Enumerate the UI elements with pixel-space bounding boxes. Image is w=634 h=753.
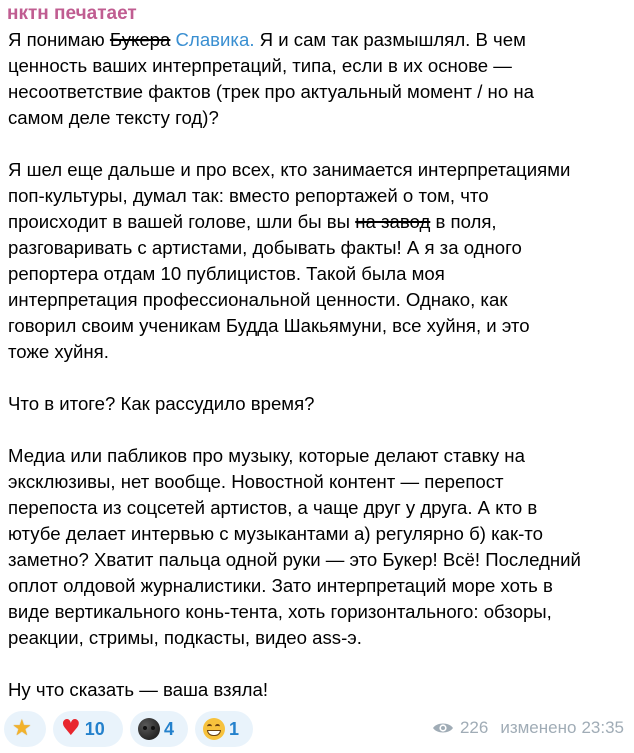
paragraph-gap: [8, 417, 630, 443]
message-text: [8, 27, 630, 703]
paragraph-gap: [8, 651, 630, 677]
message-meta: [432, 718, 624, 738]
message-line: самом деле тексту год)?: [8, 107, 219, 128]
reaction-new-moon-face-button[interactable]: [130, 711, 188, 747]
reaction-heart-button[interactable]: [53, 711, 123, 747]
strikethrough-text: на завод: [355, 211, 431, 232]
message-line: Медиа или пабликов про музыку, которые делают ставку на: [8, 445, 525, 466]
mention-link[interactable]: Славика.: [175, 29, 255, 50]
message-line: ютубе делает интервью с музыкантами а) регулярно б) как-то: [8, 523, 543, 544]
message-line: говорил своим ученикам Будда Шакьямуни, все хуйня, и это: [8, 315, 530, 336]
reaction-count: 1: [229, 718, 240, 739]
paragraph-gap: [8, 131, 630, 157]
strikethrough-text: Букера: [109, 29, 171, 50]
message-line: [8, 209, 630, 235]
text-fragment: Я понимаю: [8, 29, 110, 50]
message-time: 23:35: [581, 718, 624, 737]
message-line: заметно? Хватит пальца одной руки — это Букер! Всё! Последний: [8, 549, 581, 570]
reaction-star-button[interactable]: [4, 711, 46, 747]
author-name[interactable]: нктн печатает: [7, 3, 137, 24]
text-fragment: в поля,: [430, 211, 497, 232]
message-line: репортера отдам 10 публицистов. Такой была моя: [8, 263, 445, 284]
text-fragment: Я и сам так размышлял. В чем: [254, 29, 526, 50]
message-line: интерпретация профессиональной ценности. Однако, как: [8, 289, 508, 310]
message-line: ценность ваших интерпретаций, типа, если в их основе —: [8, 55, 512, 76]
new-moon-face-icon: [138, 718, 160, 740]
message-line: Ну что сказать — ваша взяла!: [8, 679, 269, 700]
message-line: разговаривать с артистами, добывать факты! А я за одного: [8, 237, 522, 258]
edited-label: изменено: [500, 718, 577, 737]
grinning-face-icon: [203, 718, 225, 740]
text-fragment: происходит в вашей голове, шли бы вы: [8, 211, 356, 232]
eye-icon: [432, 721, 454, 735]
message-line: поп-культуры, думал так: вместо репортажей о том, что: [8, 185, 489, 206]
reaction-count: 10: [84, 718, 105, 739]
reaction-count: 4: [164, 718, 175, 739]
paragraph-gap: [8, 365, 630, 391]
message-line: реакции, стримы, подкасты, видео ass-э.: [8, 627, 362, 648]
message-line: Я шел еще дальше и про всех, кто занимается интерпретациями: [8, 159, 571, 180]
reaction-grinning-face-button[interactable]: [195, 711, 253, 747]
message-line: несоответствие фактов (трек про актуальный момент / но на: [8, 81, 534, 102]
message-line: эксклюзивы, нет вообще. Новостной контент — перепост: [8, 471, 504, 492]
message-line: перепоста из соцсетей артистов, а чаще друг у друга. А кто в: [8, 497, 538, 518]
message-footer: [0, 706, 634, 746]
heart-icon: ♥: [61, 716, 81, 741]
star-icon: ★: [12, 716, 32, 741]
message-line: Что в итоге? Как рассудило время?: [8, 393, 315, 414]
message-line: виде вертикального конь-тента, хоть горизонтального: обзоры,: [8, 601, 552, 622]
view-count: 226: [459, 718, 489, 737]
message-line: оплот олдовой журналистики. Зато интерпретаций море хоть в: [8, 575, 553, 596]
message-line: тоже хуйня.: [8, 341, 109, 362]
message-line: [8, 27, 630, 53]
